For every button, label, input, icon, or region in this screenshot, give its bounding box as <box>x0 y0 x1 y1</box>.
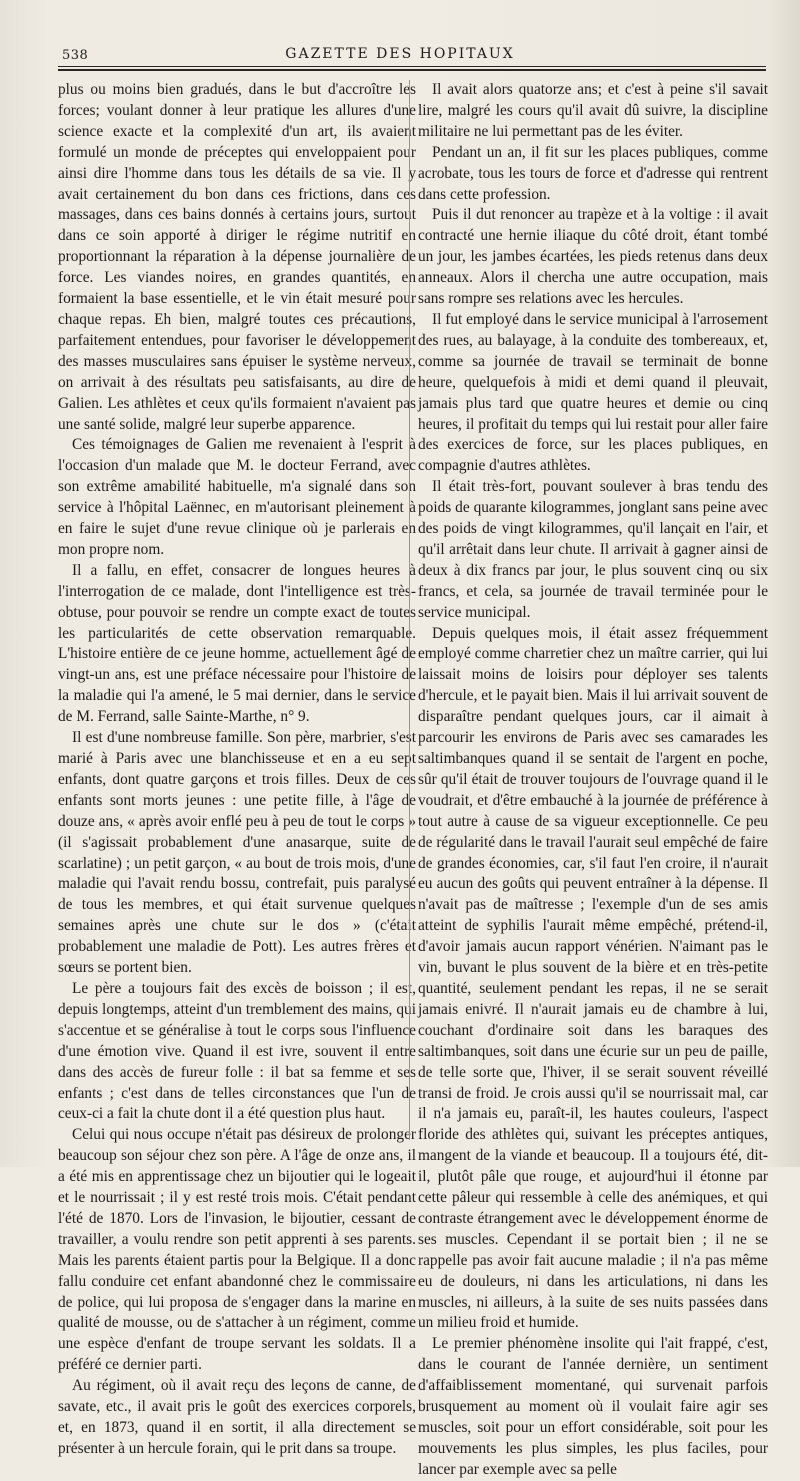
paragraph: Celui qui nous occupe n'était pas désireux de prolonger beaucoup son séjour chez son père. A l'âge de onze ans, il a été mis en apprentissage chez un bijoutier qui le logeait et le nourrissait ; il y est resté trois mois. C'était pendant l'été de 1870. Lors de l'invasion, le bijoutier, cessant de travailler, a voulu rendre son petit apprenti à ses parents. Mais les parents étaient partis pour la Belgique. Il a donc fallu conduire cet enfant abandonné chez le commissaire de police, qui lui proposa de s'engager dans la marine en qualité de mousse, ou de s'attacher à un régiment, comme une espèce d'enfant de troupe servant les soldats. Il a préféré ce dernier parti. <box>58 1126 416 1374</box>
paragraph: plus ou moins bien gradués, dans le but d'accroître les forces; voulant donner à leur pratique les allures d'une science exacte et la complexité d'un art, ils avaient formulé un monde de préceptes qui enveloppaient pour ainsi dire l'homme dans tous les détails de sa vie. Il y avait certainement du bon dans ces frictions, dans ces massages, dans ces bains donnés à certains jours, surtout dans ce soin apporté à diriger le régime nutritif en proportionnant la réparation à la dépense journalière de force. Les viandes noires, en grandes quantités, en formaient la base essentielle, et le vin était mesuré pour chaque repas. Eh bien, malgré toutes ces précautions, parfaitement entendues, pour favoriser le développement des masses musculaires sans épuiser le système nerveux, on arrivait à des résultats peu satisfaisants, au dire de Galien. Les athlètes et ceux qu'ils formaient n'avaient pas une santé solide, malgré leur superbe apparence. <box>58 81 416 433</box>
page-number: 538 <box>62 48 89 63</box>
paragraph: Il était très-fort, pouvant soulever à bras tendu des poids de quarante kilogrammes, jonglant sans peine avec des poids de vingt kilogrammes, qu'il lançait en l'air, et qu'il arrêtait dans leur chute. Il arrivait à gagner ainsi de deux à dix francs par jour, le plus souvent cinq ou six francs, et cela, sa journée de travail terminée pour le service municipal. <box>418 478 768 621</box>
page-header <box>24 36 776 66</box>
right-column <box>418 80 768 1481</box>
running-title: GAZETTE DES HOPITAUX <box>285 46 515 62</box>
column-divider <box>409 80 410 1140</box>
left-column <box>58 80 416 1460</box>
header-rule-thick <box>58 69 766 71</box>
paragraph: Il fut employé dans le service municipal à l'arrosement des rues, au balayage, à la conduite des tombereaux, et, comme sa journée de travail se terminait de bonne heure, quelquefois à midi et demi quand il pleuvait, jamais plus tard que quatre heures et demie ou cinq heures, il profitait du temps qui lui restait pour aller faire des exercices de force, sur les places publiques, en compagnie d'autres athlètes. <box>418 310 768 475</box>
paragraph: Ces témoignages de Galien me revenaient à l'esprit à l'occasion d'un malade que M. le docteur Ferrand, avec son extrême amabilité habituelle, m'a signalé dans son service à l'hôpital Laënnec, en m'autorisant pleinement à en faire le sujet d'une revue clinique où je parlerais en mon propre nom. <box>58 436 416 558</box>
paragraph: Le premier phénomène insolite qui l'ait frappé, c'est, dans le courant de l'année dernière, un sentiment d'affaiblissement momentané, qui survenait parfois brusquement au moment où il voulait faire agir ses muscles, soit pour un effort considérable, soit pour les mouvements les plus simples, les plus faciles, pour lancer par exemple avec sa pelle <box>418 1335 768 1478</box>
paragraph: Il avait alors quatorze ans; et c'est à peine s'il savait lire, malgré les cours qu'il avait dû suivre, la discipline militaire ne lui permettant pas de les éviter. <box>418 81 768 140</box>
paragraph: Il a fallu, en effet, consacrer de longues heures à l'interrogation de ce malade, dont l'intelligence est très-obtuse, pour pouvoir se rendre un compte exact de toutes les particularités de cette observation remarquable. L'histoire entière de ce jeune homme, actuellement âgé de vingt-un ans, est une préface nécessaire pour l'histoire de la maladie qui l'a amené, le 5 mai dernier, dans le service de M. Ferrand, salle Sainte-Marthe, n° 9. <box>58 561 416 726</box>
paragraph: Le père a toujours fait des excès de boisson ; il est, depuis longtemps, atteint d'un tremblement des mains, qui s'accentue et se généralise à tout le corps sous l'influence d'une émotion vive. Quand il est ivre, souvent il entre dans des accès de fureur folle : il bat sa femme et ses enfants ; c'est dans de telles circonstances que l'un de ceux-ci a fait la chute dont il a été question plus haut. <box>58 979 416 1123</box>
paragraph: Depuis quelques mois, il était assez fréquemment employé comme charretier chez un maître carrier, qui lui laissait moins de loisirs pour déployer ses talents d'hercule, et le payait bien. Mais il lui arrivait souvent de disparaître pendant quelques jours, car il aimait à parcourir les environs de Paris avec ses camarades les saltimbanques quand il se sentait de l'argent en poche, sûr qu'il était de trouver toujours de l'ouvrage quand il le voudrait, et d'être embauché à la journée de préférence à tout autre à cause de sa vigueur exceptionnelle. Ce peu de régularité dans le travail l'aurait seul empêché de faire de grandes économies, car, s'il faut l'en croire, il n'aurait eu aucun des goûts qui peuvent entraîner à la dépense. Il n'avait pas de maîtresse ; l'exemple d'un de ses amis atteint de syphilis l'aurait même empêché, prétend-il, d'avoir jamais aucun rapport vénérien. N'aimant pas le vin, buvant le plus souvent de la bière et en très-petite quantité, seulement pendant les repas, il ne se serait jamais enivré. Il n'aurait jamais eu de chambre à lui, couchant d'ordinaire soit dans les baraques des saltimbanques, soit dans une écurie sur un peu de paille, de telle sorte que, l'hiver, il se serait souvent réveillé transi de froid. Je crois aussi qu'il se nourrissait mal, car il n'a jamais eu, paraît-il, les hautes couleurs, l'aspect floride des athlètes qui, suivant les préceptes antiques, mangent de la viande et beaucoup. Il a toujours été, dit-il, plutôt pâle que rouge, et aujourd'hui il étonne par cette pâleur qui ressemble à celle des anémiques, et qui contraste étrangement avec le développement énorme de ses muscles. Cependant il se portait bien ; il ne se rappelle pas avoir fait aucune maladie ; il n'a pas même eu de douleurs, ni dans les articulations, ni dans les muscles, ni ailleurs, à la suite de ses nuits passées dans un milieu froid et humide. <box>418 624 768 1332</box>
paragraph: Il est d'une nombreuse famille. Son père, marbrier, s'est marié à Paris avec une blanchisseuse et en a eu sept enfants, dont quatre garçons et trois filles. Deux de ces enfants sont morts jeunes : une petite fille, à l'âge de douze ans, « après avoir enflé peu à peu de tout le corps » (il s'agissait probablement d'une anasarque, suite de scarlatine) ; un petit garçon, « au bout de trois mois, d'une maladie qui l'avait rendu bossu, contrefait, puis paralysé de tous les membres, et qui était survenue quelques semaines après une chute sur le dos » (c'était probablement une maladie de Pott). Les autres frères et sœurs se portent bien. <box>58 729 416 977</box>
paragraph: Au régiment, où il avait reçu des leçons de canne, de savate, etc., il avait pris le goût des exercices corporels, et, en 1873, quand il en sortit, il alla directement se présenter à un hercule forain, qui le prit dans sa troupe. <box>58 1377 416 1457</box>
header-rule-thin <box>58 66 766 67</box>
paragraph: Pendant un an, il fit sur les places publiques, comme acrobate, tous les tours de force et d'adresse qui rentrent dans cette profession. <box>418 143 768 203</box>
paragraph: Puis il dut renoncer au trapèze et à la voltige : il avait contracté une hernie iliaque du côté droit, étant tombé un jour, les jambes écartées, les pieds retenus dans deux anneaux. Alors il chercha une autre occupation, mais sans rompre ses relations avec les hercules. <box>418 206 768 308</box>
